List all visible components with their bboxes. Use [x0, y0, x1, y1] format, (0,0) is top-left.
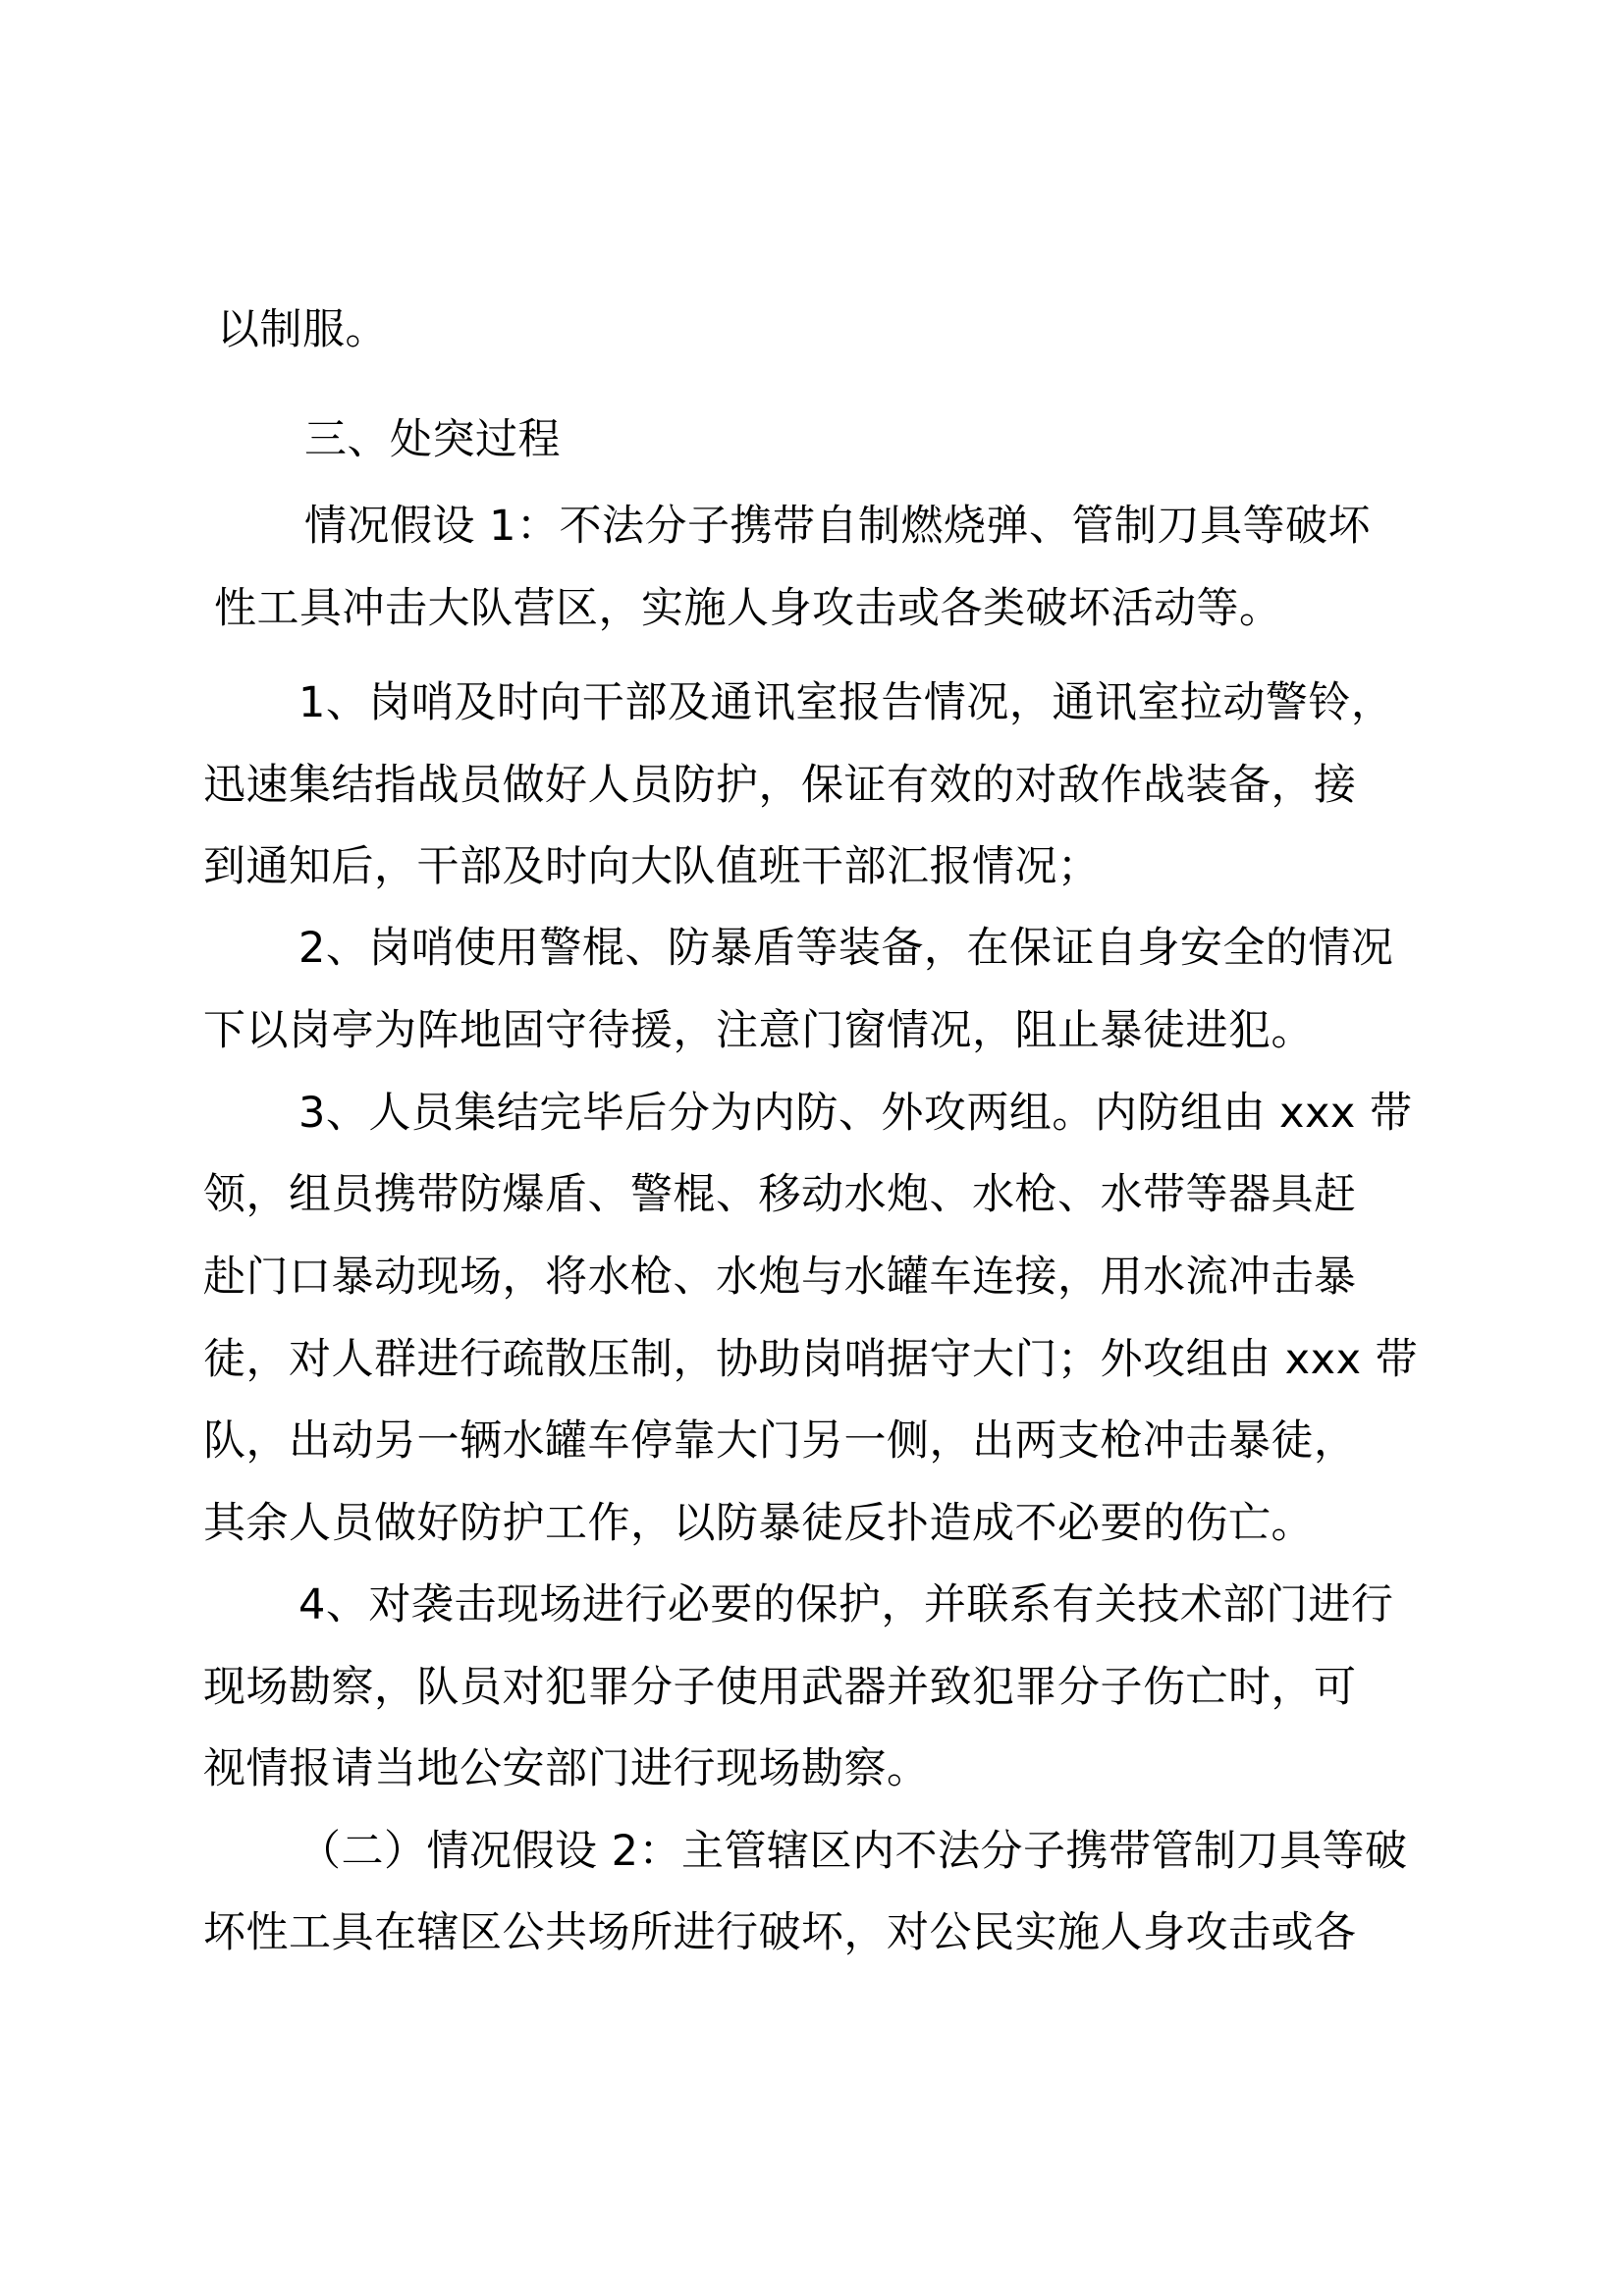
text-line: 3、人员集结完毕后分为内防、外攻两组。内防组由 xxx 带	[298, 1089, 1413, 1138]
text-line: 其余人员做好防护工作，以防暴徒反扑造成不必要的伤亡。	[203, 1499, 1314, 1548]
text-line: 坏性工具在辖区公共场所进行破坏，对公民实施人身攻击或各	[203, 1908, 1357, 1957]
text-line: 领，组员携带防爆盾、警棍、移动水炮、水枪、水带等器具赶	[203, 1170, 1357, 1219]
text-line: 2、岗哨使用警棍、防暴盾等装备，在保证自身安全的情况	[298, 924, 1394, 973]
text-line: 4、对袭击现场进行必要的保护，并联系有关技术部门进行	[298, 1580, 1394, 1629]
text-line: 赴门口暴动现场，将水枪、水炮与水罐车连接，用水流冲击暴	[203, 1253, 1357, 1302]
text-line: 现场勘察，队员对犯罪分子使用武器并致犯罪分子伤亡时，可	[203, 1663, 1357, 1712]
text-line: 到通知后，干部及时向大队值班干部汇报情况；	[203, 842, 1101, 891]
text-line: 性工具冲击大队营区，实施人身攻击或各类破坏活动等。	[214, 584, 1282, 633]
text-line: 迅速集结指战员做好人员防护，保证有效的对敌作战装备，接	[203, 761, 1357, 810]
text-line: 1、岗哨及时向干部及通讯室报告情况，通讯室拉动警铃，	[298, 678, 1394, 727]
text-line: 队，出动另一辆水罐车停靠大门另一侧，出两支枪冲击暴徒，	[203, 1416, 1357, 1466]
section-heading: 三、处突过程	[304, 415, 561, 464]
text-line: 情况假设 1：不法分子携带自制燃烧弹、管制刀具等破坏	[304, 502, 1372, 551]
text-line: 下以岗亭为阵地固守待援，注意门窗情况，阻止暴徒进犯。	[203, 1006, 1314, 1055]
text-line: 以制服。	[217, 305, 388, 354]
text-line: 视情报请当地公安部门进行现场勘察。	[203, 1744, 930, 1793]
subsection-line: （二）情况假设 2：主管辖区内不法分子携带管制刀具等破	[298, 1827, 1408, 1876]
text-line: 徒，对人群进行疏散压制，协助岗哨据守大门；外攻组由 xxx 带	[203, 1335, 1419, 1384]
